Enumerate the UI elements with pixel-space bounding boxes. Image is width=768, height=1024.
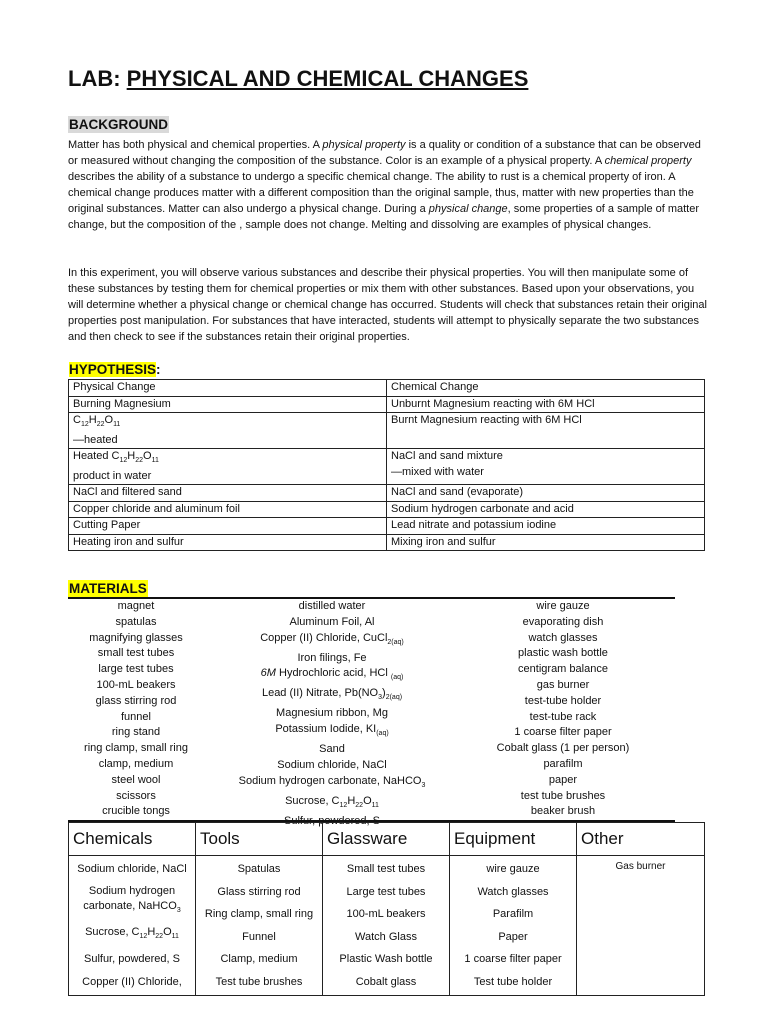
list-item: spatulas [115,615,157,628]
table-cell: NaCl and sand mixture —mixed with water [387,449,705,485]
column-header-equipment: Equipment [450,823,577,856]
list-item: 6M Hydrochloric acid, HCl $_{(aq)}$ [260,667,404,682]
list-item: ring stand [111,726,161,739]
table-cell: NaCl and filtered sand [69,485,387,502]
list-item: Spatulas [237,863,281,875]
lab-title [68,66,528,92]
list-item: test tube brushes [520,789,606,802]
list-item: funnel [121,710,151,723]
list-item: distilled water [298,600,366,612]
list-item: Test tube holder [473,975,553,988]
list-item: Clamp, medium [220,953,298,965]
list-item: Watch Glass [355,930,417,943]
column-header-other: Other [577,823,705,856]
table-cell: Mixing iron and sulfur [387,534,705,551]
list-item: Copper (II) Chloride, [82,975,182,988]
list-item: Copper (II) Chloride, CuCl$_{2(aq)}$ [260,631,404,646]
list-item: 100-mL beakers [346,908,426,920]
table-row [69,501,705,518]
list-item: 100-mL beakers [96,678,176,691]
list-item: crucible tongs [102,805,170,818]
list-item: Cobalt glass [355,975,417,988]
list-item: Plastic Wash bottle [339,953,433,965]
table-cell: Cutting Paper [69,518,387,535]
list-item: Sodium hydrogen carbonate, NaHCO$_3$ [83,884,181,914]
list-item: Sulfur, powdered, S [83,953,180,966]
table-header-cell: Physical Change [69,380,387,397]
materials-column-2 [218,599,446,829]
table-cell: Burning Magnesium [69,396,387,413]
table-cell: Burnt Magnesium reacting with 6M HCl [387,413,705,449]
materials-column-3 [482,599,644,820]
list-item: Sucrose, $C_{12}H_{22}O_{11}$ [85,925,179,940]
background-paragraph-1: Matter has both physical and chemical properties. A physical property is a quality or condition of a substance that can be observed or measured without changing the composition of the substance. Color is an example of a physical property. A chemical property describes the ability of a substance to undergo a specific chemical change. The ability to rust is a chemical property of iron. A chemical change produces matter with a different composition than the original sample, thus, matter with new properties than the original substances. Matter can also undergo a physical change. During a physical change, some properties of a sample of matter change, but the composition of the , sample does not change. Melting and dissolving are examples of physical changes. [68,139,701,231]
list-item: test-tube rack [529,710,597,723]
list-item: steel wool [111,773,161,786]
table-cell: Unburnt Magnesium reacting with 6M HCl [387,396,705,413]
table-row [69,518,705,535]
list-item: large test tubes [98,663,174,676]
list-item: 1 coarse filter paper [514,726,612,739]
table-row [69,823,705,856]
table-cell: Heated $C_{12}H_{22}O_{11}$ product in water [69,449,387,485]
tools-cell [196,856,323,996]
background-heading: BACKGROUND [69,117,168,132]
list-item: Gas burner [615,861,666,872]
list-item: wire gauze [536,600,590,612]
list-item: ring clamp, small ring [84,742,188,755]
table-header-cell: Chemical Change [387,380,705,397]
list-item: watch glasses [528,631,598,644]
hypothesis-table [68,379,705,551]
background-paragraph-2: In this experiment, you will observe various substances and describe their physical properties. You will then manipulate some of these substances by testing them for chemical properties or mix them with other substances. Based upon your observations, you will determine whether a physical change or chemical change has occurred. Students will check that substances retain their original properties post manipulation. For substances that have interacted, students will attempt to physically separate the two substances and then check to see if the substances retain their original properties. [68,267,707,343]
list-item: Small test tubes [346,863,426,875]
list-item: Ring clamp, small ring [204,908,314,920]
list-item: Sodium chloride, NaCl [77,863,187,875]
hypothesis-heading: HYPOTHESIS: [69,362,161,377]
list-item: paper [548,773,578,786]
title-prefix: LAB: [68,66,127,91]
list-item: magnifying glasses [89,631,183,644]
list-item: Sodium hydrogen carbonate, NaHCO$_3$ [238,774,426,789]
list-item: plastic wash bottle [518,647,608,660]
list-item: parafilm [543,757,583,770]
list-item: clamp, medium [98,757,174,770]
table-row [69,413,705,449]
list-item: test-tube holder [524,694,602,707]
table-row [69,449,705,485]
list-item: glass stirring rod [95,694,177,707]
list-item: evaporating dish [522,615,604,628]
list-item: Sand [319,743,345,756]
list-item: Watch glasses [477,885,549,898]
list-item: small test tubes [97,647,175,660]
list-item: Glass stirring rod [217,885,301,898]
list-item: Potassium Iodide, $KI_{(aq)}$ [275,723,389,738]
materials-column-1 [68,599,204,820]
list-item: Paper [498,930,528,943]
category-table [68,822,705,996]
list-item: centigram balance [518,663,608,676]
table-cell: Copper chloride and aluminum foil [69,501,387,518]
table-row [69,396,705,413]
list-item: Sulfur, powdered, S [283,814,380,827]
list-item: Sucrose, $C_{12}H_{22}O_{11}$ [285,794,379,809]
table-row [69,534,705,551]
table-cell: Lead nitrate and potassium iodine [387,518,705,535]
table-row [69,380,705,397]
column-header-glassware: Glassware [323,823,450,856]
title-main: PHYSICAL AND CHEMICAL CHANGES [126,66,529,91]
list-item: Cobalt glass (1 per person) [496,742,630,755]
list-item: magnet [117,600,155,612]
table-cell: Heating iron and sulfur [69,534,387,551]
column-header-chemicals: Chemicals [69,823,196,856]
list-item: scissors [116,789,156,802]
list-item: Lead (II) Nitrate, $Pb(NO_3)_{2(aq)}$ [261,687,403,702]
list-item: 1 coarse filter paper [464,953,562,965]
equipment-cell [450,856,577,996]
list-item: Parafilm [492,908,534,920]
list-item: wire gauze [486,863,540,875]
materials-heading: MATERIALS [69,581,147,596]
list-item: Aluminum Foil, Al [289,615,375,628]
table-row [69,485,705,502]
glassware-cell [323,856,450,996]
table-row [69,856,705,996]
list-item: Magnesium ribbon, Mg [276,707,388,720]
list-item: Sodium chloride, NaCl [277,758,387,771]
table-cell: Sodium hydrogen carbonate and acid [387,501,705,518]
table-cell: $C_{12}H_{22}O_{11}$ —heated [69,413,387,449]
list-item: beaker brush [530,805,596,818]
table-cell: NaCl and sand (evaporate) [387,485,705,502]
list-item: gas burner [536,678,590,691]
list-item: Iron filings, Fe [297,651,367,664]
list-item: Funnel [242,930,276,943]
column-header-tools: Tools [196,823,323,856]
other-cell [577,856,705,996]
list-item: Large test tubes [346,885,426,898]
list-item: Test tube brushes [215,975,303,988]
chemicals-cell [69,856,196,996]
